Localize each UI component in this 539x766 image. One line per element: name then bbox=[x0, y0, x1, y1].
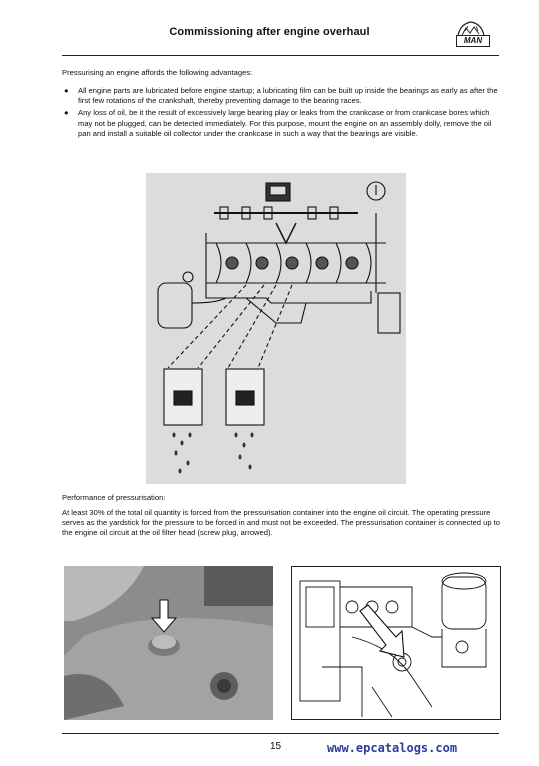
engine-drawing-illustration bbox=[292, 567, 500, 719]
watermark-link[interactable]: www.epcatalogs.com bbox=[327, 741, 458, 755]
header-divider bbox=[62, 55, 499, 56]
logo-text: MAN bbox=[456, 35, 490, 47]
list-item bbox=[62, 86, 502, 106]
list-item bbox=[62, 108, 502, 139]
list-item-text: All engine parts are lubricated before engine startup; a lubricating film can be built up inside the bearings as early as after the first few rotations of the crankshaft, thereby preventing damage to the bearing races. bbox=[78, 86, 498, 106]
advantages-list bbox=[62, 86, 502, 141]
arrow-down-icon bbox=[64, 566, 273, 720]
bullet-icon: ● bbox=[64, 86, 69, 95]
performance-heading: Performance of pressurisation: bbox=[62, 493, 166, 502]
oil-filter-line-drawing bbox=[291, 566, 501, 720]
intro-paragraph: Pressurising an engine affords the following advantages: bbox=[62, 68, 253, 77]
performance-paragraph: At least 30% of the total oil quantity is forced from the pressurisation container into the engine oil circuit. The operating pressure serves as the yardstick for the pressure to be forced in and must not be exceeded. The pressurisation container is connected up to the engine oil circuit at the oil filter head (screw plug, arrowed). bbox=[62, 508, 501, 538]
engine-schematic-illustration bbox=[146, 173, 406, 484]
page-number: 15 bbox=[270, 741, 282, 752]
arrow-icon bbox=[360, 605, 404, 657]
oil-filter-head-photo bbox=[64, 566, 273, 720]
bullet-icon: ● bbox=[64, 108, 69, 118]
page-title: Commissioning after engine overhaul bbox=[169, 26, 370, 38]
list-item-text: Any loss of oil, be it the result of excessively large bearing play or leaks from the crankcase or from crankcase bores which may not be plugged, can be detected immediately. For this purpose, mount the engine on an assembly dolly, remove the oil pan and install a suitable oil collector under the crankcase in such a way that the bearings are visible. bbox=[78, 108, 492, 138]
engine-pressurisation-diagram bbox=[146, 173, 406, 484]
footer-divider bbox=[62, 733, 499, 734]
